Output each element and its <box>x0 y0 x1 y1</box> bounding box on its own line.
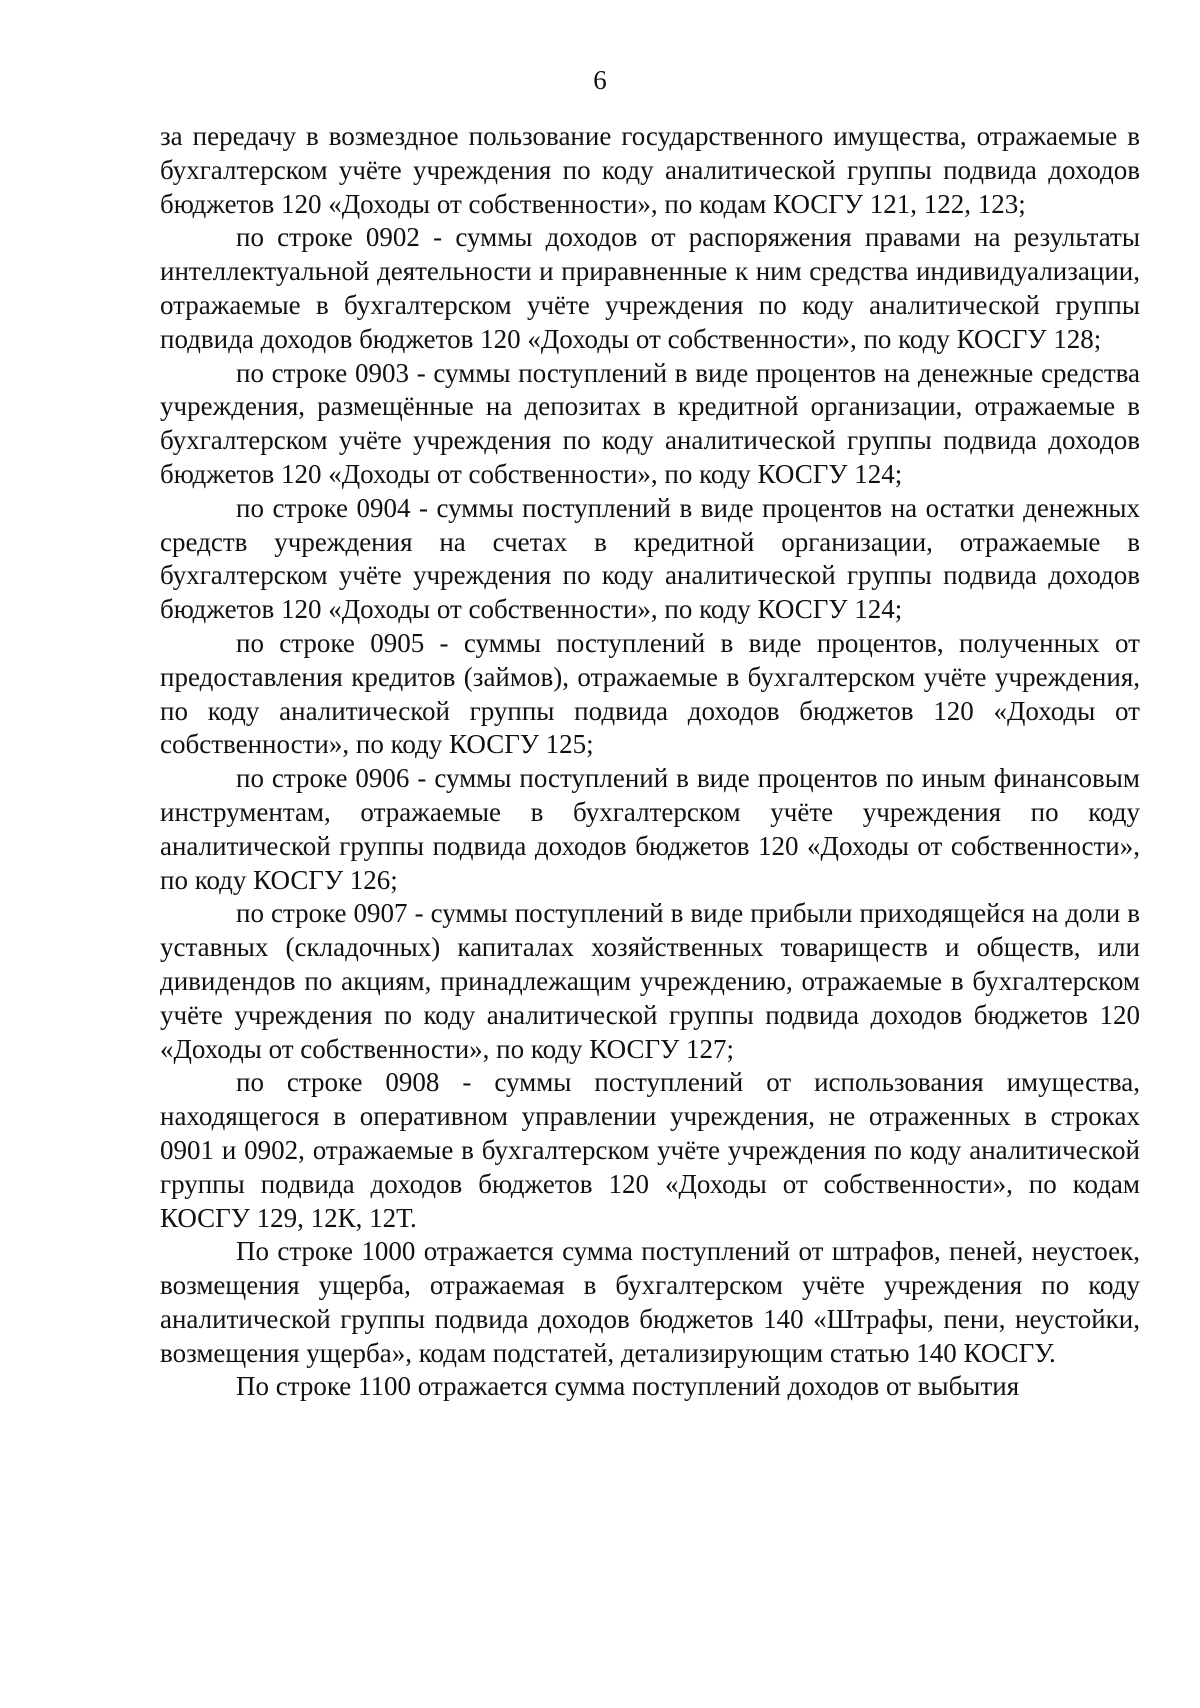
paragraph-continuation: за передачу в возмездное пользование государственного имущества, отражаемые в бухгалтерском учёте учреждения по коду аналитической группы подвида доходов бюджетов 120 «Доходы от собственности», по кодам КОСГУ 121, 122, 123; <box>160 121 1140 219</box>
paragraph-line-0906: по строке 0906 - суммы поступлений в виде процентов по иным финансовым инструментам, отражаемые в бухгалтерском учёте учреждения по коду аналитической группы подвида доходов бюджетов 120 «Доходы от собственности», по коду КОСГУ 126; <box>160 763 1140 895</box>
paragraph-line-0904: по строке 0904 - суммы поступлений в виде процентов на остатки денежных средств учреждения на счетах в кредитной организации, отражаемые в бухгалтерском учёте учреждения по коду аналитической группы подвида доходов бюджетов 120 «Доходы от собственности», по коду КОСГУ 124; <box>160 492 1140 625</box>
paragraph-line-0902: по строке 0902 - суммы доходов от распоряжения правами на результаты интеллектуальной деятельности и приравненные к ним средства индивидуализации, отражаемые в бухгалтерском учёте учреждения по коду аналитической группы подвида доходов бюджетов 120 «Доходы от собственности», по коду КОСГУ 128; <box>160 222 1140 354</box>
paragraph-line-1000: По строке 1000 отражается сумма поступлений от штрафов, пеней, неустоек, возмещения ущерба, отражаемая в бухгалтерском учёте учреждения по коду аналитической группы подвида доходов бюджетов 140 «Штрафы, пени, неустойки, возмещения ущерба», кодам подстатей, детализирующим статью 140 КОСГУ. <box>160 1236 1140 1368</box>
paragraph-line-0903: по строке 0903 - суммы поступлений в виде процентов на денежные средства учреждения, размещённые на депозитах в кредитной организации, отражаемые в бухгалтерском учёте учреждения по коду аналитической группы подвида доходов бюджетов 120 «Доходы от собственности», по коду КОСГУ 124; <box>160 357 1140 489</box>
paragraph-line-0907: по строке 0907 - суммы поступлений в виде прибыли приходящейся на доли в уставных (складочных) капиталах хозяйственных товариществ и обществ, или дивидендов по акциям, принадлежащим учреждению, отражаемые в бухгалтерском учёте учреждения по коду аналитической группы подвида доходов бюджетов 120 «Доходы от собственности», по коду КОСГУ 127; <box>160 898 1140 1064</box>
document-body <box>160 120 1140 1404</box>
paragraph-line-0908: по строке 0908 - суммы поступлений от использования имущества, находящегося в оперативном управлении учреждения, не отраженных в строках 0901 и 0902, отражаемые в бухгалтерском учёте учреждения по коду аналитической группы подвида доходов бюджетов 120 «Доходы от собственности», по кодам КОСГУ 129, 12К, 12Т. <box>160 1067 1140 1233</box>
page-number: 6 <box>593 65 607 95</box>
paragraph-line-0905: по строке 0905 - суммы поступлений в виде процентов, полученных от предоставления кредитов (займов), отражаемые в бухгалтерском учёте учреждения, по коду аналитической группы подвида доходов бюджетов 120 «Доходы от собственности», по коду КОСГУ 125; <box>160 627 1140 760</box>
paragraph-line-1100: По строке 1100 отражается сумма поступлений доходов от выбытия <box>236 1371 1020 1402</box>
